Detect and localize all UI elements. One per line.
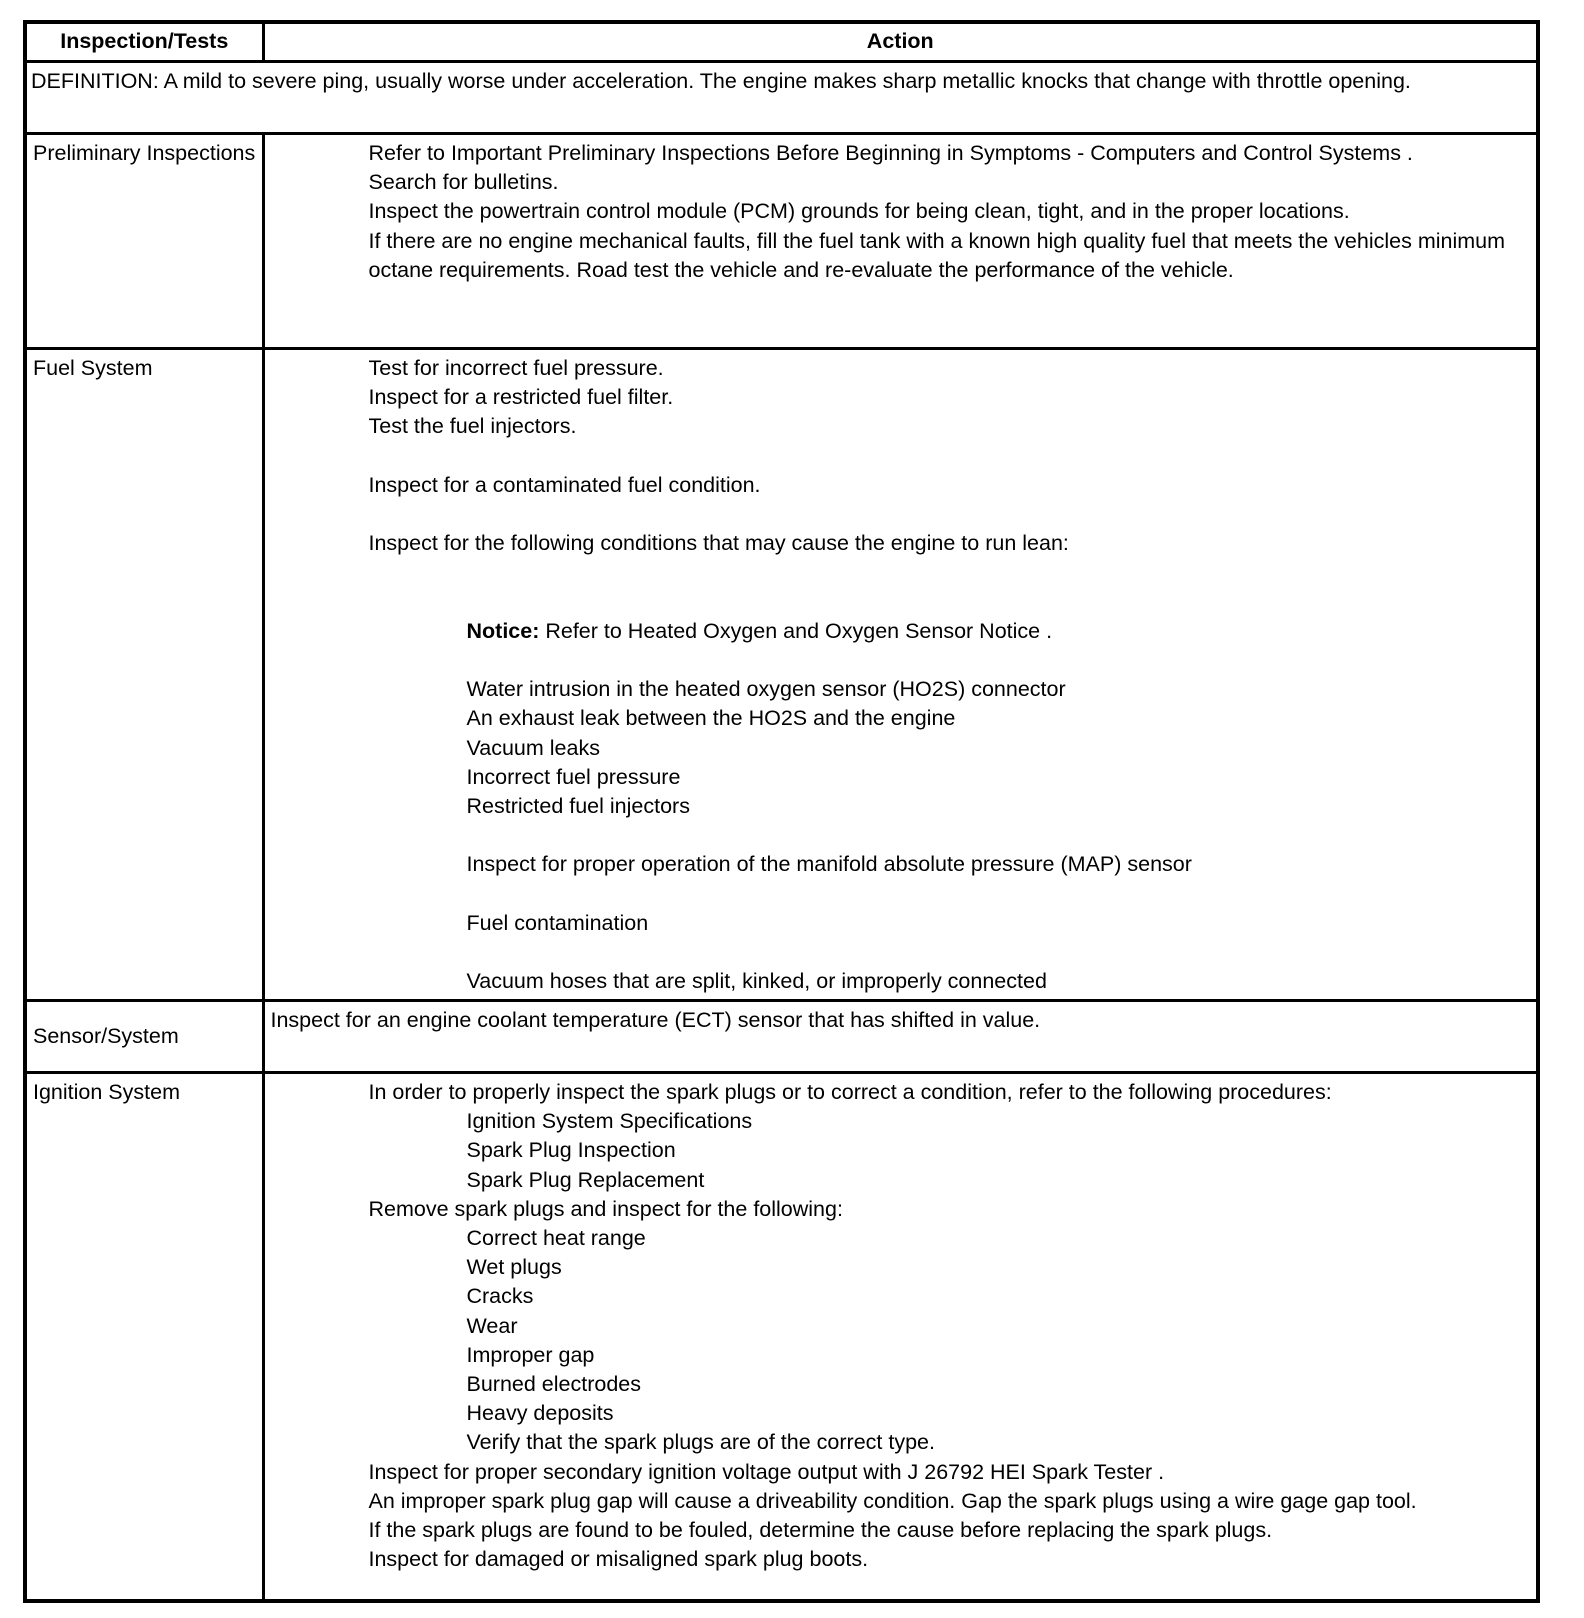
- action-text: Ignition System Specifications: [466, 1109, 753, 1134]
- action-line: [269, 1341, 1533, 1370]
- action-line: [269, 909, 1533, 938]
- action-text: Vacuum leaks: [466, 735, 600, 760]
- action-text: Inspect for damaged or misaligned spark plug boots.: [368, 1547, 869, 1572]
- action-text: Fuel contamination: [466, 910, 649, 935]
- action-text: Water intrusion in the heated oxygen sensor (HO2S) connector: [466, 677, 1066, 702]
- definition-row: [25, 62, 1538, 134]
- action-line: [269, 471, 1533, 500]
- action-text: Test the fuel injectors.: [368, 414, 577, 439]
- table-row: [25, 134, 1538, 349]
- action-text: Wet plugs: [466, 1255, 562, 1280]
- inspection-label: Fuel System: [25, 349, 263, 1001]
- action-text: Inspect for proper operation of the manifold absolute pressure (MAP) sensor: [466, 852, 1192, 877]
- action-line: [269, 1516, 1533, 1545]
- action-text: In order to properly inspect the spark plugs or to correct a condition, refer to the following procedures:: [368, 1080, 1332, 1104]
- action-text: Refer to Heated Oxygen and Oxygen Sensor Notice .: [539, 618, 1053, 643]
- action-text: An exhaust leak between the HO2S and the engine: [466, 706, 956, 731]
- action-text: Refer to Important Preliminary Inspections Before Beginning in Symptoms - Computers and Control Systems .: [368, 141, 1413, 165]
- action-line: [269, 1370, 1533, 1399]
- action-text: An improper spark plug gap will cause a driveability condition. Gap the spark plugs using a wire gage gap tool.: [368, 1488, 1417, 1513]
- action-line: [269, 227, 1533, 285]
- blank-line: [269, 880, 1533, 909]
- action-line: [269, 1136, 1533, 1165]
- table-row: [25, 1001, 1538, 1073]
- definition-text: DEFINITION: A mild to severe ping, usually worse under acceleration. The engine makes sharp metallic knocks that change with throttle opening.: [25, 62, 1538, 134]
- action-text: Incorrect fuel pressure: [466, 764, 681, 789]
- action-text: Wear: [466, 1313, 518, 1338]
- action-line: [269, 1428, 1533, 1457]
- header-row: [25, 22, 1538, 62]
- action-text: Inspect the powertrain control module (PCM) grounds for being clean, tight, and in the proper locations.: [368, 199, 1350, 224]
- column-header-inspection: Inspection/Tests: [25, 22, 263, 62]
- action-line: [269, 850, 1533, 879]
- action-text: Inspect for the following conditions that may cause the engine to run lean:: [368, 531, 1069, 556]
- blank-line: [269, 938, 1533, 967]
- action-cell: [263, 1073, 1538, 1601]
- action-line: [269, 1282, 1533, 1311]
- column-header-action: Action: [263, 22, 1538, 62]
- action-text: Improper gap: [466, 1342, 595, 1367]
- table-row: [25, 349, 1538, 1001]
- diagnostic-table: [23, 20, 1540, 1603]
- inspection-label: Preliminary Inspections: [25, 134, 263, 349]
- action-text: If the spark plugs are found to be fouled, determine the cause before replacing the spark plugs.: [368, 1518, 1273, 1543]
- action-line: [269, 139, 1533, 168]
- notice-label: Notice:: [466, 618, 540, 643]
- action-line: [269, 383, 1533, 412]
- action-cell: [263, 349, 1538, 1001]
- inspection-label: Sensor/System: [25, 1001, 263, 1073]
- action-text: Spark Plug Inspection: [466, 1138, 676, 1163]
- action-cell: [263, 134, 1538, 349]
- action-text: Inspect for a restricted fuel filter.: [368, 385, 674, 410]
- action-line: [269, 529, 1533, 558]
- blank-line: [269, 558, 1533, 587]
- action-text: Inspect for a contaminated fuel condition.: [368, 472, 761, 497]
- blank-line: [269, 500, 1533, 529]
- action-line: [269, 168, 1533, 197]
- action-line: [269, 197, 1533, 226]
- action-line: [269, 1253, 1533, 1282]
- blank-line: [269, 646, 1533, 675]
- action-text: Search for bulletins.: [368, 170, 559, 195]
- blank-line: [269, 588, 1533, 617]
- blank-line: [269, 821, 1533, 850]
- action-text: Restricted fuel injectors: [466, 793, 690, 818]
- action-line: [269, 1458, 1533, 1487]
- action-text: Cracks: [466, 1284, 534, 1309]
- action-line: [269, 675, 1533, 704]
- action-line: [269, 1195, 1533, 1224]
- action-line: [269, 967, 1533, 996]
- action-line: [269, 1006, 1533, 1035]
- action-text: Spark Plug Replacement: [466, 1167, 705, 1192]
- blank-line: [269, 442, 1533, 471]
- action-line: [269, 1487, 1533, 1516]
- inspection-label: Ignition System: [25, 1073, 263, 1601]
- action-line: [269, 763, 1533, 792]
- action-line: [269, 1166, 1533, 1195]
- action-text: Burned electrodes: [466, 1372, 641, 1397]
- action-text: If there are no engine mechanical faults, fill the fuel tank with a known high quality fuel that meets the vehicles minimum octane requirements. Road test the vehicle and re-evaluate the performance of the vehicle.: [368, 228, 1506, 282]
- action-line: [269, 1078, 1533, 1107]
- notice-line: [269, 617, 1533, 646]
- action-line: [269, 792, 1533, 821]
- action-text: Vacuum hoses that are split, kinked, or improperly connected: [466, 969, 1047, 994]
- action-line: [269, 412, 1533, 441]
- action-line: [269, 704, 1533, 733]
- action-text: Test for incorrect fuel pressure.: [368, 356, 664, 380]
- action-line: [269, 1224, 1533, 1253]
- action-line: [269, 734, 1533, 763]
- action-text: Inspect for proper secondary ignition voltage output with J 26792 HEI Spark Tester .: [368, 1459, 1165, 1484]
- action-line: [269, 1107, 1533, 1136]
- action-text: Verify that the spark plugs are of the correct type.: [466, 1430, 935, 1455]
- action-line: [269, 1312, 1533, 1341]
- action-text: Heavy deposits: [466, 1401, 614, 1426]
- action-text: Inspect for an engine coolant temperature (ECT) sensor that has shifted in value.: [270, 1008, 1041, 1032]
- action-line: [269, 1545, 1533, 1574]
- action-line: [269, 354, 1533, 383]
- action-cell: [263, 1001, 1538, 1073]
- table-row: [25, 1073, 1538, 1601]
- action-text: Correct heat range: [466, 1226, 646, 1251]
- action-text: Remove spark plugs and inspect for the following:: [368, 1196, 843, 1221]
- action-line: [269, 1399, 1533, 1428]
